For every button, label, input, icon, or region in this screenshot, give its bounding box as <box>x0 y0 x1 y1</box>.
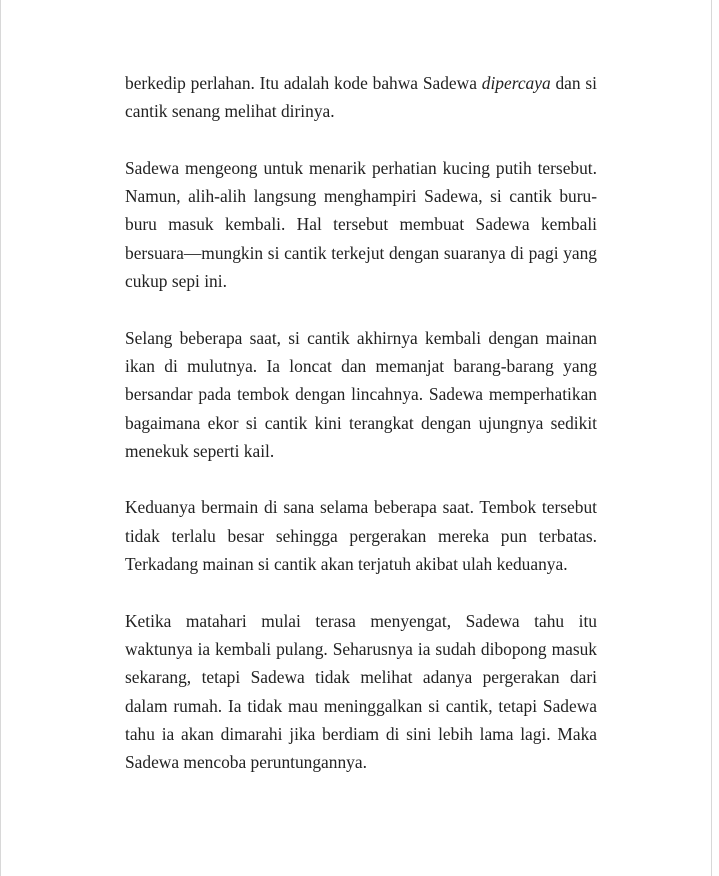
paragraph-3: Selang beberapa saat, si cantik akhirnya kembali dengan mainan ikan di mulutnya. Ia loncat dan memanjat barang-barang yang bersandar pada tembok dengan lincahnya. Sadewa memperhatikan bagaimana ekor si cantik kini terangkat dengan ujungnya sedikit menekuk seperti kail. <box>125 327 597 461</box>
page-body-text <box>125 69 597 776</box>
paragraph-5: Ketika matahari mulai terasa menyengat, Sadewa tahu itu waktunya ia kembali pulang. Seharusnya ia sudah dibopong masuk sekarang, tetapi Sadewa tidak melihat adanya pergerakan dari dalam rumah. Ia tidak mau meninggalkan si cantik, tetapi Sadewa tahu ia akan dimarahi jika berdiam di sini lebih lama lagi. Maka Sadewa mencoba peruntungannya. <box>125 610 597 773</box>
paragraph-4: Keduanya bermain di sana selama beberapa saat. Tembok tersebut tidak terlalu besar sehingga pergerakan mereka pun terbatas. Terkadang mainan si cantik akan terjatuh akibat ulah keduanya. <box>125 497 597 575</box>
paragraph-1-start: berkedip perlahan. Itu adalah kode bahwa Sadewa <box>125 73 482 93</box>
paragraph-1 <box>125 69 597 126</box>
paragraph-2: Sadewa mengeong untuk menarik perhatian kucing putih tersebut. Namun, alih-alih langsung menghampiri Sadewa, si cantik buru-buru masuk kembali. Hal tersebut membuat Sadewa kembali bersuara—mungkin si cantik terkejut dengan suaranya di pagi yang cukup sepi ini. <box>125 157 597 292</box>
paragraph-1-end: dan si cantik senang melihat dirinya. <box>125 73 597 122</box>
paragraph-1-italic-word: dipercaya <box>481 73 551 93</box>
